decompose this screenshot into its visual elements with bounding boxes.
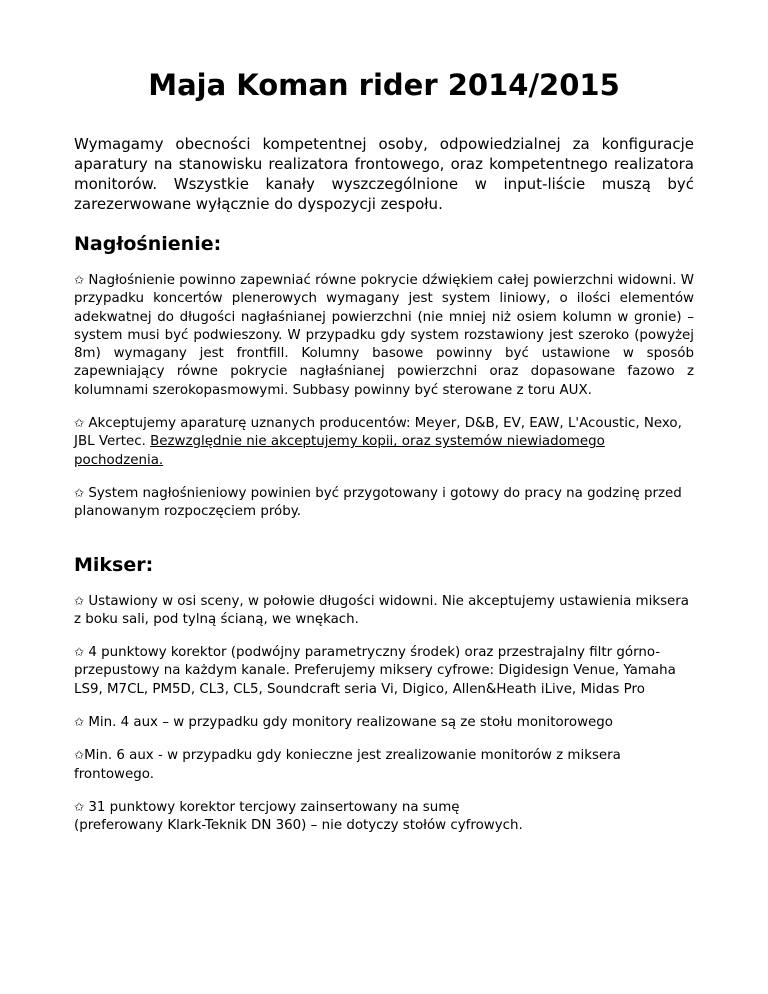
mikser-paragraph-3-text: Min. 4 aux – w przypadku gdy monitory realizowane są ze stołu monitorowego — [84, 715, 613, 731]
naglosnienie-paragraph-1-text: Nagłośnienie powinno zapewniać równe pokrycie dźwiękiem całej powierzchni widowni. W przypadku koncertów plenerowych wymagany jest system liniowy, o ilości elementów adekwatnej do długości nagłaśnianej powierzchni (nie mniej niż osiem kolumn w gronie) – system musi być podwieszony. W przypadku gdy system rozstawiony jest szeroko (powyżej 8m) wymagany jest frontfill. Kolumny basowe powinny być ustawione w sposób zapewniający równe pokrycie nagłaśnianej powierzchni oraz dopasowane fazowo z kolumnami szerokopasmowymi. Subbasy powinny być sterowane z toru AUX. — [74, 273, 694, 398]
naglosnienie-paragraph-2-text: Akceptujemy aparaturę uznanych producentów: Meyer, D&B, EV, EAW, L'Acoustic, Nexo, JBL Vertec. — [74, 416, 682, 450]
mikser-paragraph-5 — [74, 798, 694, 836]
star-bullet-icon: ✩ — [74, 748, 85, 763]
star-bullet-icon: ✩ — [74, 645, 85, 660]
star-bullet-icon: ✩ — [74, 799, 85, 814]
section-heading-naglosnienie: Nagłośnienie: — [74, 233, 222, 255]
mikser-paragraph-2 — [74, 643, 694, 699]
naglosnienie-paragraph-2 — [74, 414, 694, 470]
star-bullet-icon: ✩ — [74, 273, 85, 287]
star-bullet-icon: ✩ — [74, 593, 85, 608]
star-bullet-icon: ✩ — [74, 715, 85, 730]
document-page — [74, 0, 694, 836]
mikser-paragraph-4-text: Min. 6 aux - w przypadku gdy konieczne jest zrealizowanie monitorów z miksera frontowego. — [74, 748, 621, 782]
intro-paragraph: Wymagamy obecności kompetentnej osoby, odpowiedzialnej za konfiguracje aparatury na stanowisku realizatora frontowego, oraz kompetentnego realizatora monitorów. Wszystkie kanały wyszczególnione w input-liście muszą być zarezerwowane wyłącznie do dyspozycji zespołu. — [74, 135, 694, 213]
naglosnienie-paragraph-3 — [74, 484, 694, 522]
mikser-paragraph-3 — [74, 713, 694, 732]
naglosnienie-paragraph-2-underlined: Bezwzględnie nie akceptujemy kopii, oraz systemów niewiadomego pochodzenia. — [74, 434, 605, 468]
mikser-paragraph-5-line-1: 31 punktowy korektor tercjowy zainsertowany na sumę — [84, 799, 460, 815]
mikser-paragraph-2-text: 4 punktowy korektor (podwójny parametryczny środek) oraz przestrajalny filtr górno-przepustowy na każdym kanale. Preferujemy miksery cyfrowe: Digidesign Venue, Yamaha LS9, M7CL, PM5D, CL3, CL5, Soundcraft seria Vi, Digico, Allen&Heath iLive, Midas Pro — [74, 645, 676, 697]
mikser-paragraph-1 — [74, 592, 694, 630]
naglosnienie-paragraph-1 — [74, 271, 694, 400]
mikser-paragraph-4 — [74, 746, 694, 784]
star-bullet-icon: ✩ — [74, 416, 85, 431]
mikser-paragraph-5-line-2: (preferowany Klark-Teknik DN 360) – nie dotyczy stołów cyfrowych. — [74, 818, 523, 834]
section-heading-mikser: Mikser: — [74, 553, 154, 576]
mikser-paragraph-1-text: Ustawiony w osi sceny, w połowie długości widowni. Nie akceptujemy ustawienia miksera z boku sali, pod tylną ścianą, we wnękach. — [74, 593, 690, 627]
star-bullet-icon: ✩ — [74, 485, 85, 500]
naglosnienie-paragraph-3-text: System nagłośnieniowy powinien być przygotowany i gotowy do pracy na godzinę przed planowanym rozpoczęciem próby. — [74, 485, 682, 520]
document-title: Maja Koman rider 2014/2015 — [148, 68, 620, 102]
